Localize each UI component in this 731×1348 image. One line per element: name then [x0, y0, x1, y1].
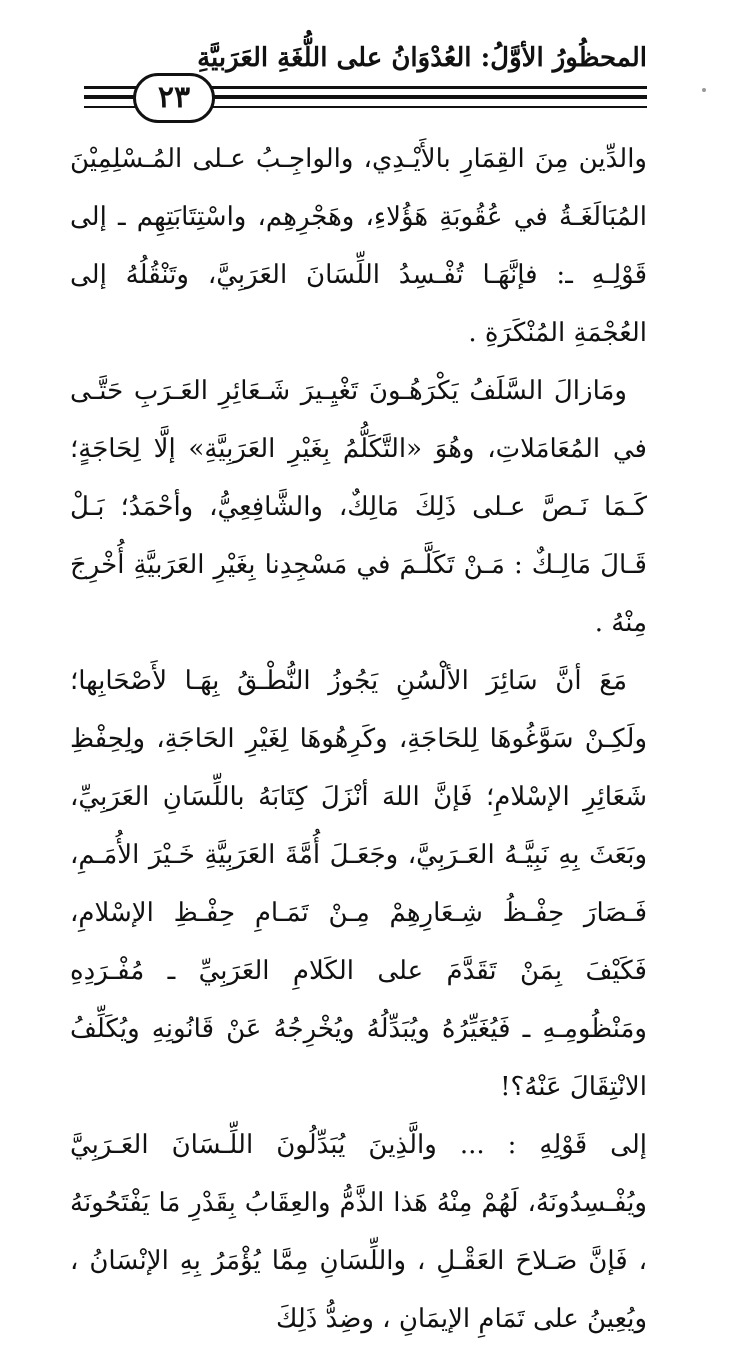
paragraph: والدِّين مِنَ القِمَارِ بالأَيْـدِي، والواجِـبُ عـلى المُـسْلِمِيْنَ المُبَالَغَـةُ في عُقُوبَةِ هَؤُلاءِ، وهَجْرِهِم، واسْتِتَابَتِهِم ـ إلى قَوْلِـهِ ـ: فإنَّهَـا تُفْـسِدُ اللِّسَانَ العَرَبِيَّ، وتَنْقُلُهُ إلى العُجْمَةِ المُنْكَرَةِ . [70, 144, 647, 348]
scan-speck [702, 88, 706, 92]
page-number: ٢٣ [133, 73, 215, 123]
paragraph: إلى قَوْلِهِ : ... والَّذِينَ يُبَدِّلُونَ اللِّـسَانَ العَـرَبِيَّ ويُفْـسِدُونَهُ، لَهُمْ مِنْهُ هَذا الذَّمُّ والعِقَابُ بِقَدْرِ مَا يَفْتَحُونَهُ ، فَإنَّ صَـلاحَ العَقْـلِ ، واللِّسَانِ مِمَّا يُؤْمَرُ بِهِ الإنْسَانُ ، ويُعِينُ على تَمَامِ الإيمَانِ ، وضِدُّ ذَلِكَ [70, 1130, 647, 1334]
paragraph: مَعَ أنَّ سَائِرَ الألْسُنِ يَجُوزُ النُّطْـقُ بِهَـا لأَصْحَابِها؛ ولَكِـنْ سَوَّغُوهَا لِلحَاجَةِ، وكَرِهُوهَا لِغَيْرِ الحَاجَةِ، ولِحِفْظِ شَعَائِرِ الإسْلامِ؛ فَإنَّ اللهَ أنْزَلَ كِتَابَهُ باللِّسَانِ العَرَبِيِّ، وبَعَثَ بِهِ نَبِيَّـهُ العَـرَبِيَّ، وجَعَـلَ أُمَّةَ العَرَبِيَّةِ خَـيْرَ الأُمَـمِ، فَـصَارَ حِفْـظُ شِـعَارِهِمْ مِـنْ تَمَـامِ حِفْـظِ الإسْلامِ، فَكَيْفَ بِمَنْ تَقَدَّمَ على الكَلامِ العَرَبِيِّ ـ مُفْـرَدِهِ ومَنْظُومِـهِ ـ فَيُغَيِّرُهُ ويُبَدِّلُهُ ويُخْرِجُهُ عَنْ قَانُونِهِ ويُكَلِّفُ الانْتِقَالَ عَنْهُ؟! [70, 666, 647, 1102]
page-body [70, 130, 647, 1348]
running-header-title: المحظُورُ الأوَّلُ: العُدْوَانُ على اللُّغَةِ العَرَبيَّةِ [197, 43, 647, 73]
paragraph: ومَازالَ السَّلَفُ يَكْرَهُـونَ تَغْيِـيرَ شَـعَائِرِ العَـرَبِ حَتَّـى في المُعَامَلاتِ، وهُوَ «التَّكَلُّمُ بِغَيْرِ العَرَبِيَّةِ» إلَّا لِحَاجَةٍ؛ كَـمَا نَـصَّ عـلى ذَلِكَ مَالِكٌ، والشَّافِعِيُّ، وأحْمَدُ؛ بَـلْ قَـالَ مَالِـكٌ : مَـنْ تَكَلَّـمَ في مَسْجِدِنا بِغَيْرِ العَرَبيَّةِ أُخْرِجَ مِنْهُ . [70, 376, 647, 638]
